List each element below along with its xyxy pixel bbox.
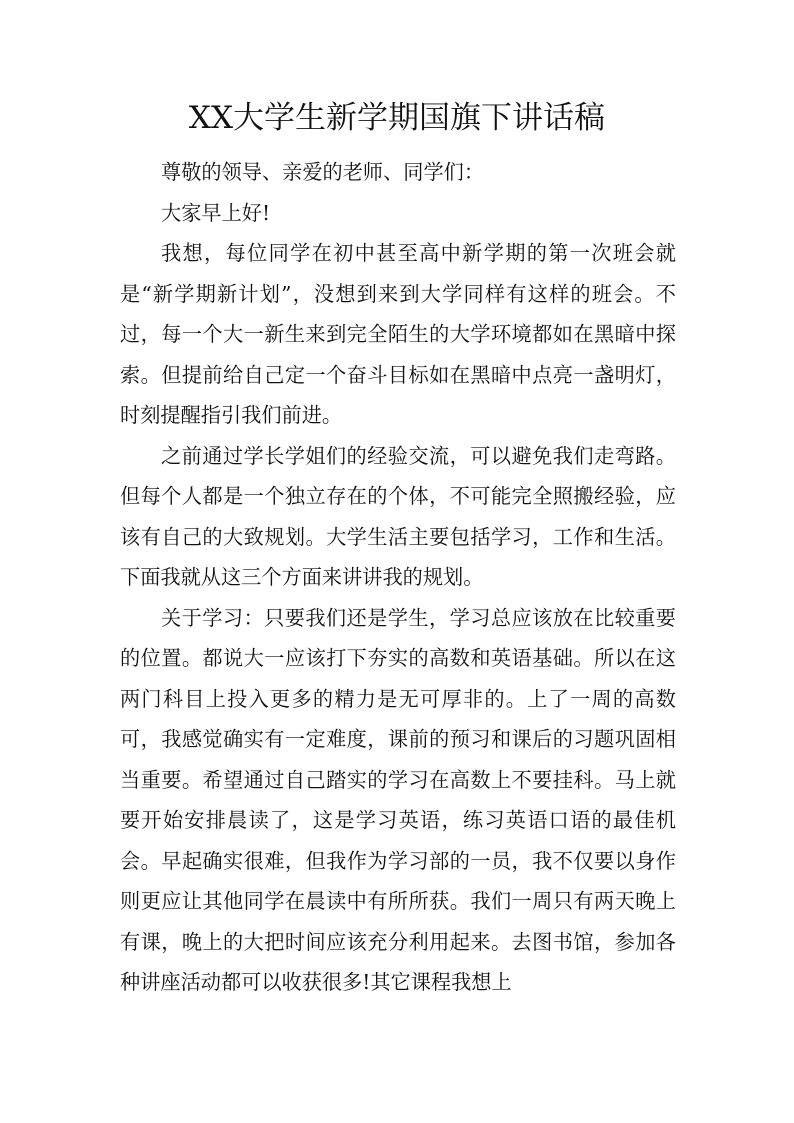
experience-paragraph: 之前通过学长学姐们的经验交流，可以避免我们走弯路。但每个人都是一个独立存在的个体，不可能完全照搬经验，应该有自己的大致规划。大学生活主要包括学习，工作和生活。下面我就从这三个方面来讲讲我的规划。 xyxy=(120,443,676,589)
study-paragraph: 关于学习：只要我们还是学生，学习总应该放在比较重要的位置。都说大一应该打下夯实的高数和英语基础。所以在这两门科目上投入更多的精力是无可厚非的。上了一周的高数可，我感觉确实有一定难度，课前的预习和课后的习题巩固相当重要。希望通过自己踏实的学习在高数上不要挂科。马上就要开始安排晨读了，这是学习英语，练习英语口语的最佳机会。早起确实很难，但我作为学习部的一员，我不仅要以身作则更应让其他同学在晨读中有所所获。我们一周只有两天晚上有课，晚上的大把时间应该充分利用起来。去图书馆，参加各种讲座活动都可以收获很多!其它课程我想上 xyxy=(120,605,676,994)
intro-paragraph: 我想，每位同学在初中甚至高中新学期的第一次班会就是“新学期新计划”，没想到来到大学同样有这样的班会。不过，每一个大一新生来到完全陌生的大学环境都如在黑暗中探索。但提前给自己定一个奋斗目标如在黑暗中点亮一盏明灯，时刻提醒指引我们前进。 xyxy=(120,241,676,427)
salutation-paragraph: 尊敬的领导、亲爱的老师、同学们： xyxy=(161,160,485,184)
document-body xyxy=(120,152,676,1003)
greeting-paragraph: 大家早上好! xyxy=(161,200,271,225)
document-title: XX大学生新学期国旗下讲话稿 xyxy=(188,100,606,136)
